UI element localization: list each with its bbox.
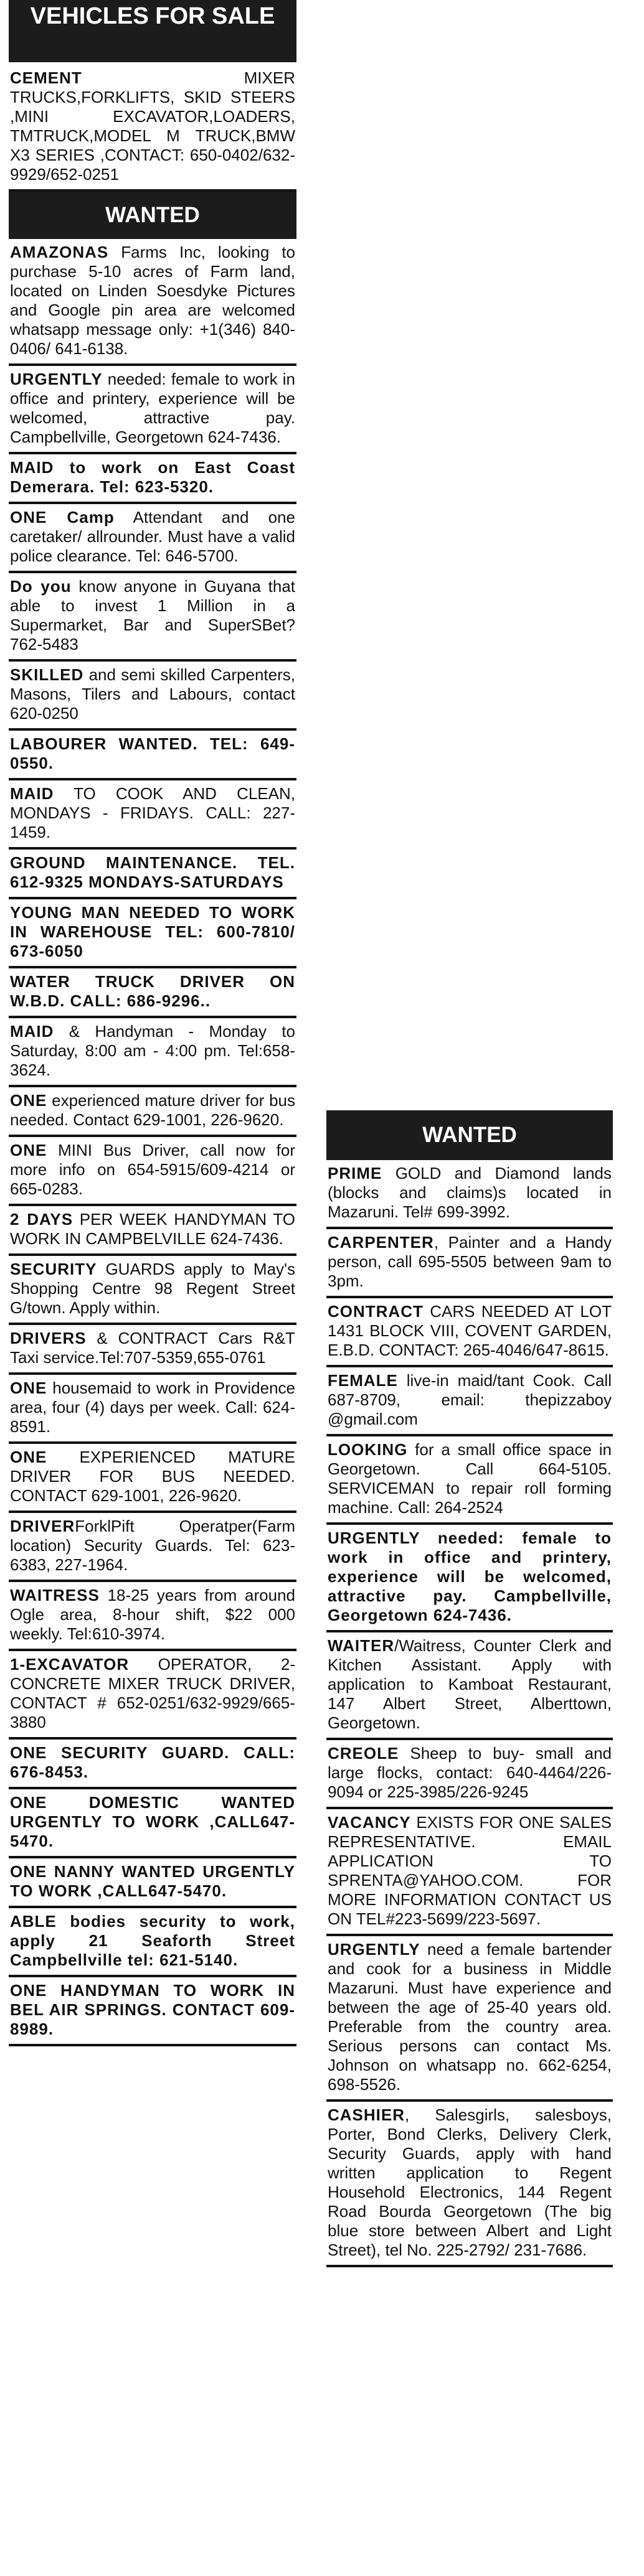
ad-lead: ONE xyxy=(10,1141,47,1159)
ad-lead: CREOLE xyxy=(328,1744,399,1763)
ad-body: /Waitress, Counter Clerk and Kitchen Assistant. Apply with application to Kamboat Restaurant, 147 Albert Street, Alberttown, Georgetown. xyxy=(328,1636,612,1732)
classified-ad xyxy=(9,239,296,366)
ad-lead: ONE xyxy=(10,1379,47,1397)
classified-ad-vehicles xyxy=(9,62,296,192)
ad-body: GUARDS apply to May's Shopping Centre 98 Regent Street G/town. Apply within. xyxy=(10,1260,295,1317)
ad-lead: WAITER xyxy=(328,1636,395,1655)
classified-ad xyxy=(326,1632,613,1740)
ad-lead: AMAZONAS xyxy=(10,243,109,261)
ad-lead: DRIVERS xyxy=(10,1329,87,1347)
classified-ad xyxy=(326,1229,613,1298)
ad-lead: FEMALE xyxy=(328,1371,398,1390)
ad-body: for a small office space in Georgetown. Call 664-5105. SERVICEMAN to repair roll forming machine. Call: 264-2524 xyxy=(328,1440,612,1517)
ad-lead: GROUND MAINTENANCE. TEL. 612-9325 MONDAYS-SATURDAYS xyxy=(10,853,295,891)
ad-lead: ONE NANNY WANTED URGENTLY TO WORK ,CALL647-5470. xyxy=(10,1862,295,1900)
ad-body: Sheep to buy- small and large flocks, contact: 640-4464/226-9094 or 225-3985/226-9245 xyxy=(328,1744,612,1801)
ad-body: & Handyman - Monday to Saturday, 8:00 am - 4:00 pm. Tel:658-3624. xyxy=(10,1022,295,1079)
classified-ad xyxy=(9,1018,296,1087)
ad-body: Attendant and one caretaker/ allrounder. Must have a valid police clearance. Tel: 646-5700. xyxy=(10,508,295,565)
ad-lead: PRIME xyxy=(328,1164,382,1183)
classified-ad xyxy=(9,850,296,899)
ad-body: OPERATOR, 2- CONCRETE MIXER TRUCK DRIVER, CONTACT # 652-0251/632-9929/665-3880 xyxy=(10,1655,295,1731)
classified-ad xyxy=(9,899,296,968)
classified-ad xyxy=(326,1809,613,1936)
ad-lead: Do you xyxy=(10,577,72,596)
vehicles-for-sale-header: VEHICLES FOR SALE xyxy=(9,0,296,62)
left-wanted-ads-list xyxy=(9,239,296,2046)
ad-lead: MAID to work on East Coast Demerara. Tel: 623-5320. xyxy=(10,458,295,496)
ad-lead: URGENTLY xyxy=(10,370,103,388)
ad-body: live-in maid/tant Cook. Call 687-8709, email: thepizzaboy @gmail.com xyxy=(328,1371,612,1428)
classified-ad xyxy=(9,1206,296,1256)
left-classifieds-column xyxy=(9,0,296,2046)
classified-ad xyxy=(9,1444,296,1513)
ad-lead: ONE xyxy=(10,1448,47,1466)
classified-ad xyxy=(9,1651,296,1740)
ad-lead: SECURITY xyxy=(10,1260,97,1278)
ad-lead: DRIVER xyxy=(10,1517,75,1535)
classified-ad xyxy=(326,1298,613,1367)
ad-lead: VACANCY xyxy=(328,1813,411,1832)
classified-ad xyxy=(9,1858,296,1908)
classified-ad xyxy=(326,1436,613,1525)
classified-ad xyxy=(9,731,296,780)
ad-body: 18-25 years from around Ogle area, 8-hour shift, $22 000 weekly. Tel:610-3974. xyxy=(10,1586,295,1643)
classified-ad xyxy=(326,1160,613,1229)
right-wanted-ads-list xyxy=(326,1160,613,2267)
ad-lead: ONE xyxy=(10,1091,47,1110)
classified-ad xyxy=(326,1367,613,1436)
ad-lead: ONE SECURITY GUARD. CALL: 676-8453. xyxy=(10,1743,295,1781)
ad-lead: URGENTLY xyxy=(328,1940,420,1959)
classified-ad xyxy=(9,1137,296,1206)
right-classifieds-column xyxy=(326,1110,613,2267)
ad-lead: SKILLED xyxy=(10,665,84,684)
classified-ad xyxy=(9,780,296,850)
ad-lead: CEMENT xyxy=(10,68,82,87)
classified-ad xyxy=(9,1908,296,1977)
ad-body: experienced mature driver for bus needed. Contact 629-1001, 226-9620. xyxy=(10,1091,295,1129)
classified-ad xyxy=(9,1256,296,1325)
ad-body: , Painter and a Handy person, call 695-5505 between 9am to 3pm. xyxy=(328,1233,612,1290)
ad-body: Farms Inc, looking to purchase 5-10 acres of Farm land, located on Linden Soesdyke Pictures and Google pin area are welcomed whatsapp message only: +1(346) 840-0406/ 641-6138. xyxy=(10,243,295,358)
classified-ad xyxy=(9,1513,296,1582)
classified-ad xyxy=(9,662,296,731)
ad-lead: URGENTLY needed: female to work in office and printery, experience will be welcomed, attractive pay. Campbellville, Georgetown 624-7436. xyxy=(328,1529,612,1624)
classified-ad xyxy=(9,1977,296,2046)
classified-ad xyxy=(9,1582,296,1651)
classified-ad xyxy=(9,1789,296,1858)
classified-ad xyxy=(9,366,296,454)
ad-body: need a female bartender and cook for a business in Middle Mazaruni. Must have experience and between the age of 25-40 years old. Preferable from the country area. Serious persons can contact Ms. Johnson on whatsapp no. 662-6254, 698-5526. xyxy=(328,1940,612,2094)
ad-body: EXISTS FOR ONE SALES REPRESENTATIVE. EMAIL APPLICATION TO SPRENTA@YAHOO.COM. FOR MORE INFORMATION CONTACT US ON TEL#223-5699/223-5697. xyxy=(328,1813,612,1928)
classified-ad xyxy=(9,1325,296,1375)
classified-ad xyxy=(326,1525,613,1632)
ad-lead: MAID xyxy=(10,1022,54,1041)
ad-body: TO COOK AND CLEAN, MONDAYS - FRIDAYS. CALL: 227-1459. xyxy=(10,784,295,841)
classified-ad xyxy=(9,504,296,573)
ad-body: housemaid to work in Providence area, four (4) days per week. Call: 624-8591. xyxy=(10,1379,295,1436)
classified-ad xyxy=(9,1087,296,1137)
ad-body: MINI Bus Driver, call now for more info on 654-5915/609-4214 or 665-0283. xyxy=(10,1141,295,1198)
ad-lead: 1-EXCAVATOR xyxy=(10,1655,130,1674)
classified-ad xyxy=(9,968,296,1018)
ad-lead: WAITRESS xyxy=(10,1586,100,1604)
ad-lead: ONE DOMESTIC WANTED URGENTLY TO WORK ,CALL647-5470. xyxy=(10,1793,295,1850)
ad-body: EXPERIENCED MATURE DRIVER FOR BUS NEEDED. CONTACT 629-1001, 226-9620. xyxy=(10,1448,295,1505)
ad-lead: LOOKING xyxy=(328,1440,408,1459)
classified-ad xyxy=(9,1375,296,1444)
ad-body: , Salesgirls, salesboys, Porter, Bond Clerks, Delivery Clerk, Security Guards, apply with hand written application to Regent Household Electronics, 144 Regent Road Bourda Georgetown (The big blue store between Albert and Light Street), tel No. 225-2792/ 231-7686. xyxy=(328,2105,612,2259)
ad-body: and semi skilled Carpenters, Masons, Tilers and Labours, contact 620-0250 xyxy=(10,665,295,723)
classified-ad xyxy=(9,573,296,662)
ad-lead: LABOURER WANTED. TEL: 649-0550. xyxy=(10,734,295,772)
ad-lead: ONE Camp xyxy=(10,508,115,527)
ad-body: know anyone in Guyana that able to invest 1 Million in a Supermarket, Bar and SuperSBet? 762-5483 xyxy=(10,577,295,653)
ad-lead: CONTRACT xyxy=(328,1302,424,1321)
wanted-header-left: WANTED xyxy=(9,192,296,239)
classified-ad xyxy=(326,2102,613,2267)
ad-lead: CASHIER xyxy=(328,2105,405,2124)
ad-body: CARS NEEDED AT LOT 1431 BLOCK VIII, COVENT GARDEN, E.B.D. CONTACT: 265-4046/647-8615. xyxy=(328,1302,612,1359)
ad-body: PER WEEK HANDYMAN TO WORK IN CAMPBELVILLE 624-7436. xyxy=(10,1210,295,1248)
classified-ad xyxy=(9,454,296,504)
ad-body: MIXER TRUCKS,FORKLIFTS, SKID STEERS ,MINI EXCAVATOR,LOADERS, TMTRUCK,MODEL M TRUCK,BMW X3 SERIES ,CONTACT: 650-0402/632-9929/652-0251 xyxy=(10,68,295,184)
ad-body: & CONTRACT Cars R&T Taxi service.Tel:707-5359,655-0761 xyxy=(10,1329,295,1367)
ad-lead: ONE HANDYMAN TO WORK IN BEL AIR SPRINGS. CONTACT 609-8989. xyxy=(10,1981,295,2038)
ad-lead: WATER TRUCK DRIVER ON W.B.D. CALL: 686-9296.. xyxy=(10,972,295,1010)
ad-body: needed: female to work in office and printery, experience will be welcomed, attractive pay. Campbellville, Georgetown 624-7436. xyxy=(10,370,295,446)
wanted-header-right: WANTED xyxy=(326,1110,613,1160)
classified-ad xyxy=(326,1740,613,1809)
ad-lead: 2 DAYS xyxy=(10,1210,73,1229)
classified-ad xyxy=(326,1936,613,2102)
ad-body: ForklPift Operatper(Farm location) Security Guards. Tel: 623-6383, 227-1964. xyxy=(10,1517,295,1574)
ad-lead: ABLE bodies security to work, apply 21 Seaforth Street Campbellville tel: 621-5140. xyxy=(10,1912,295,1969)
ad-lead: CARPENTER xyxy=(328,1233,434,1252)
ad-body: GOLD and Diamond lands (blocks and claims)s located in Mazaruni. Tel# 699-3992. xyxy=(328,1164,612,1221)
ad-lead: MAID xyxy=(10,784,54,803)
ad-lead: YOUNG MAN NEEDED TO WORK IN WAREHOUSE TEL: 600-7810/ 673-6050 xyxy=(10,903,295,960)
classified-ad xyxy=(9,1740,296,1789)
